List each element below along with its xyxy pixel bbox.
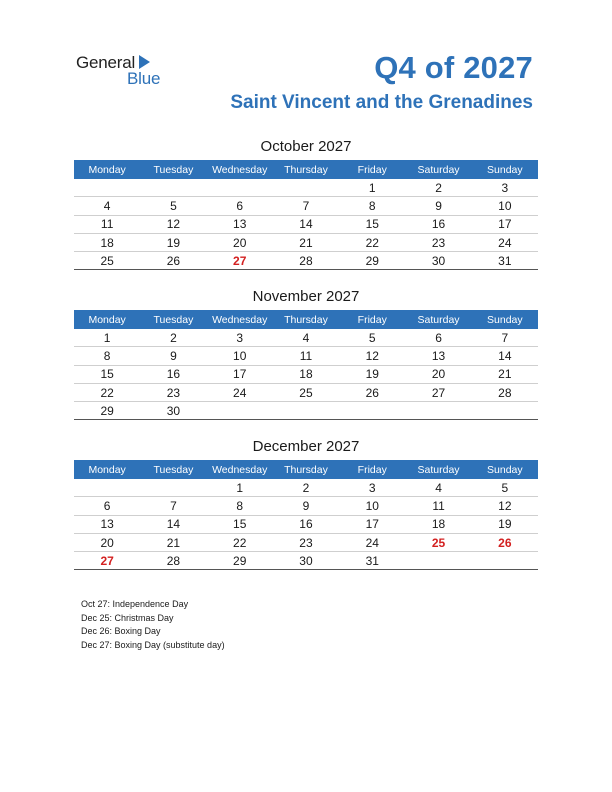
- day-cell: 29: [207, 552, 273, 570]
- day-cell: 1: [74, 329, 140, 347]
- day-cell: 20: [207, 233, 273, 251]
- day-cell: 6: [405, 329, 471, 347]
- logo-blue-text: Blue: [127, 69, 161, 88]
- calendar-table: [74, 160, 538, 270]
- day-cell: 27: [74, 552, 140, 570]
- day-cell: [405, 402, 471, 420]
- day-cell: 6: [207, 197, 273, 215]
- weekday-header: Friday: [339, 160, 405, 179]
- week-row: [74, 365, 538, 383]
- month-title: December 2027: [252, 438, 360, 455]
- day-cell: 29: [339, 252, 405, 270]
- weekday-header: Thursday: [273, 160, 339, 179]
- day-cell: 10: [207, 347, 273, 365]
- day-cell: 16: [273, 515, 339, 533]
- week-row: [74, 533, 538, 551]
- weekday-header: Tuesday: [140, 460, 206, 479]
- logo-general-text: General: [76, 53, 136, 72]
- day-cell: 12: [140, 215, 206, 233]
- day-cell: [472, 402, 538, 420]
- day-cell: 23: [140, 383, 206, 401]
- week-row: [74, 497, 538, 515]
- holiday-note: Dec 26: Boxing Day: [81, 626, 161, 636]
- day-cell: 15: [339, 215, 405, 233]
- day-cell: 16: [140, 365, 206, 383]
- day-cell: 28: [472, 383, 538, 401]
- day-cell: 24: [339, 533, 405, 551]
- day-cell: 9: [140, 347, 206, 365]
- day-cell: 8: [74, 347, 140, 365]
- day-cell: 7: [472, 329, 538, 347]
- logo-flag-icon: [139, 55, 150, 69]
- holiday-note: Oct 27: Independence Day: [81, 599, 189, 609]
- weekday-header: Tuesday: [140, 160, 206, 179]
- weekday-header: Saturday: [405, 310, 471, 329]
- day-cell: 30: [273, 552, 339, 570]
- day-cell: 2: [140, 329, 206, 347]
- day-cell: 1: [339, 179, 405, 197]
- day-cell: [273, 179, 339, 197]
- day-cell: 11: [273, 347, 339, 365]
- weekday-header: Monday: [74, 310, 140, 329]
- weekday-header: Wednesday: [207, 160, 273, 179]
- day-cell: 24: [207, 383, 273, 401]
- day-cell: 5: [140, 197, 206, 215]
- day-cell: [405, 552, 471, 570]
- day-cell: 17: [207, 365, 273, 383]
- week-row: [74, 215, 538, 233]
- day-cell: [339, 402, 405, 420]
- day-cell: 23: [405, 233, 471, 251]
- day-cell: 22: [339, 233, 405, 251]
- day-cell: 16: [405, 215, 471, 233]
- week-row: [74, 179, 538, 197]
- day-cell: 21: [140, 533, 206, 551]
- country-name: Saint Vincent and the Grenadines: [230, 92, 533, 113]
- day-cell: [140, 479, 206, 497]
- weekday-header-row: [74, 460, 538, 479]
- day-cell: 12: [339, 347, 405, 365]
- day-cell: [207, 402, 273, 420]
- day-cell: 5: [339, 329, 405, 347]
- day-cell: 27: [405, 383, 471, 401]
- day-cell: 13: [207, 215, 273, 233]
- calendar-table: [74, 310, 538, 420]
- week-row: [74, 233, 538, 251]
- week-row: [74, 383, 538, 401]
- week-row: [74, 347, 538, 365]
- day-cell: 19: [339, 365, 405, 383]
- day-cell: 18: [74, 233, 140, 251]
- day-cell: 14: [273, 215, 339, 233]
- day-cell: 31: [339, 552, 405, 570]
- day-cell: 11: [74, 215, 140, 233]
- calendar-table: [74, 460, 538, 570]
- week-row: [74, 552, 538, 570]
- day-cell: 18: [405, 515, 471, 533]
- day-cell: [74, 479, 140, 497]
- day-cell: 10: [339, 497, 405, 515]
- day-cell: 26: [472, 533, 538, 551]
- day-cell: 17: [339, 515, 405, 533]
- day-cell: 24: [472, 233, 538, 251]
- week-row: [74, 197, 538, 215]
- day-cell: 2: [405, 179, 471, 197]
- day-cell: 21: [273, 233, 339, 251]
- day-cell: [472, 552, 538, 570]
- day-cell: 1: [207, 479, 273, 497]
- day-cell: 18: [273, 365, 339, 383]
- day-cell: 14: [140, 515, 206, 533]
- day-cell: 9: [405, 197, 471, 215]
- month-title: October 2027: [260, 138, 352, 155]
- day-cell: 15: [207, 515, 273, 533]
- day-cell: 30: [140, 402, 206, 420]
- weekday-header-row: [74, 310, 538, 329]
- month-title: November 2027: [252, 288, 360, 305]
- day-cell: 22: [207, 533, 273, 551]
- day-cell: 13: [74, 515, 140, 533]
- day-cell: 4: [405, 479, 471, 497]
- day-cell: 4: [273, 329, 339, 347]
- month-december: [74, 438, 538, 570]
- weekday-header: Saturday: [405, 160, 471, 179]
- day-cell: 28: [140, 552, 206, 570]
- month-november: [74, 288, 538, 420]
- day-cell: 30: [405, 252, 471, 270]
- day-cell: 3: [472, 179, 538, 197]
- weekday-header: Wednesday: [207, 310, 273, 329]
- day-cell: 20: [74, 533, 140, 551]
- week-row: [74, 515, 538, 533]
- day-cell: 26: [140, 252, 206, 270]
- day-cell: 29: [74, 402, 140, 420]
- weekday-header: Sunday: [472, 460, 538, 479]
- week-row: [74, 252, 538, 270]
- day-cell: [207, 179, 273, 197]
- page-title: Q4 of 2027: [374, 50, 533, 85]
- day-cell: 19: [472, 515, 538, 533]
- weekday-header: Sunday: [472, 310, 538, 329]
- day-cell: 7: [140, 497, 206, 515]
- day-cell: 4: [74, 197, 140, 215]
- day-cell: 17: [472, 215, 538, 233]
- day-cell: 28: [273, 252, 339, 270]
- day-cell: 15: [74, 365, 140, 383]
- day-cell: 23: [273, 533, 339, 551]
- day-cell: 12: [472, 497, 538, 515]
- day-cell: 25: [273, 383, 339, 401]
- day-cell: 8: [339, 197, 405, 215]
- week-row: [74, 402, 538, 420]
- weekday-header: Monday: [74, 460, 140, 479]
- weekday-header: Saturday: [405, 460, 471, 479]
- day-cell: 21: [472, 365, 538, 383]
- weekday-header: Wednesday: [207, 460, 273, 479]
- day-cell: 2: [273, 479, 339, 497]
- day-cell: 9: [273, 497, 339, 515]
- day-cell: [140, 179, 206, 197]
- holiday-note: Dec 27: Boxing Day (substitute day): [81, 639, 225, 650]
- generalblue-logo: [76, 53, 176, 89]
- day-cell: 19: [140, 233, 206, 251]
- day-cell: 31: [472, 252, 538, 270]
- day-cell: 3: [339, 479, 405, 497]
- weekday-header: Sunday: [472, 160, 538, 179]
- day-cell: [74, 179, 140, 197]
- weekday-header: Monday: [74, 160, 140, 179]
- day-cell: 25: [74, 252, 140, 270]
- holiday-note: Dec 25: Christmas Day: [81, 612, 174, 623]
- week-row: [74, 329, 538, 347]
- holiday-notes: [81, 598, 225, 652]
- day-cell: 8: [207, 497, 273, 515]
- day-cell: 14: [472, 347, 538, 365]
- day-cell: 25: [405, 533, 471, 551]
- day-cell: 3: [207, 329, 273, 347]
- week-row: [74, 479, 538, 497]
- day-cell: 27: [207, 252, 273, 270]
- day-cell: 26: [339, 383, 405, 401]
- day-cell: 20: [405, 365, 471, 383]
- day-cell: 7: [273, 197, 339, 215]
- weekday-header: Tuesday: [140, 310, 206, 329]
- day-cell: 5: [472, 479, 538, 497]
- weekday-header: Friday: [339, 310, 405, 329]
- day-cell: 13: [405, 347, 471, 365]
- month-october: [74, 138, 538, 270]
- day-cell: [273, 402, 339, 420]
- day-cell: 10: [472, 197, 538, 215]
- weekday-header: Thursday: [273, 310, 339, 329]
- day-cell: 6: [74, 497, 140, 515]
- day-cell: 22: [74, 383, 140, 401]
- weekday-header-row: [74, 160, 538, 179]
- weekday-header: Friday: [339, 460, 405, 479]
- day-cell: 11: [405, 497, 471, 515]
- weekday-header: Thursday: [273, 460, 339, 479]
